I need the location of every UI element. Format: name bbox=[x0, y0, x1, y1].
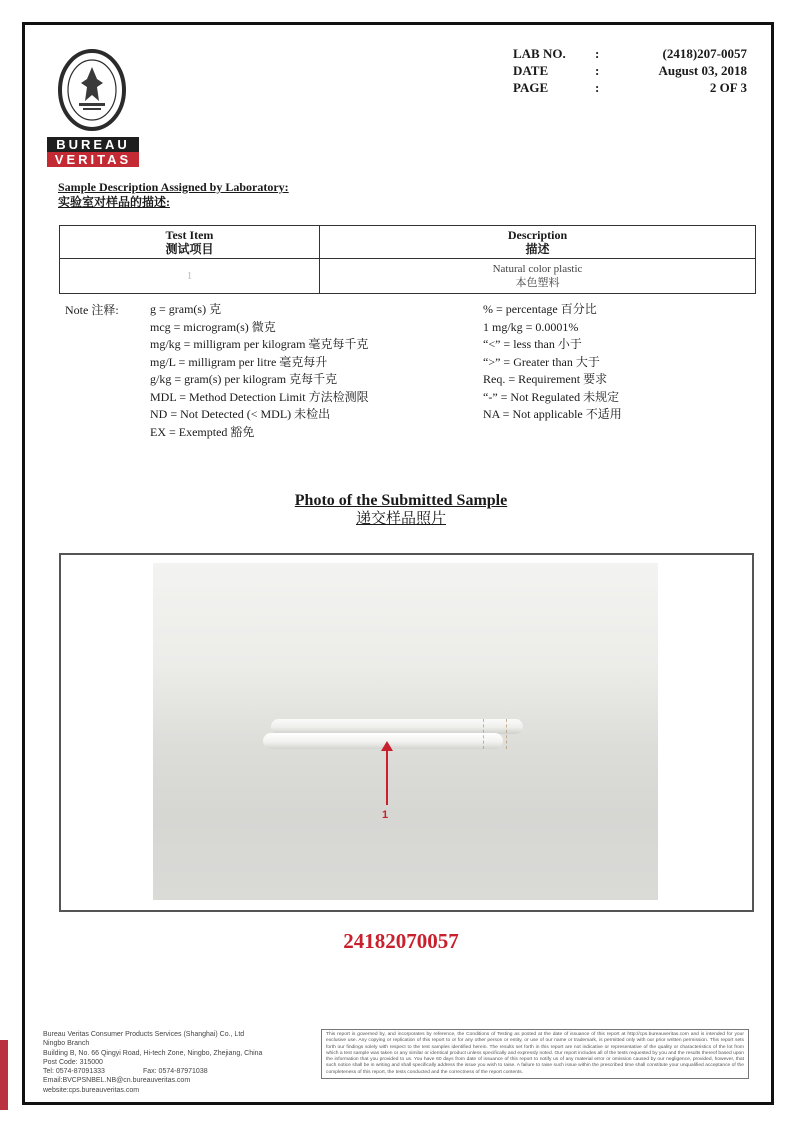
test-item-cell: 1 bbox=[60, 259, 320, 294]
col-test-item bbox=[60, 226, 320, 259]
note-item: ND = Not Detected (< MDL) 未检出 bbox=[150, 407, 331, 421]
colon: : bbox=[595, 80, 600, 95]
report-page bbox=[22, 22, 774, 1105]
rod-label-mark bbox=[483, 719, 507, 749]
note-item: “<” = less than 小于 bbox=[483, 337, 582, 351]
col-description bbox=[320, 226, 756, 259]
photo-heading-cn: 递交样品照片 bbox=[355, 511, 446, 527]
notes-left-column bbox=[150, 301, 490, 441]
sample-photo bbox=[153, 563, 658, 900]
photo-frame bbox=[59, 553, 754, 912]
col-test-item-en: Test Item bbox=[165, 228, 214, 242]
note-item: mg/L = milligram per litre 毫克每升 bbox=[150, 354, 328, 369]
date-label: DATE bbox=[513, 63, 549, 78]
date-value: August 03, 2018 bbox=[658, 63, 747, 78]
note-item: % = percentage 百分比 bbox=[483, 302, 597, 316]
footer-tel: Tel: 0574-87091333 bbox=[43, 1068, 105, 1076]
lab-no-row bbox=[513, 45, 747, 62]
report-header-meta bbox=[513, 45, 747, 96]
note-item: mcg = microgram(s) 微克 bbox=[150, 319, 276, 334]
footer-street: Building B, No. 66 Qingyi Road, Hi-tech Zone, Ningbo, Zhejiang, China bbox=[43, 1049, 263, 1057]
description-cn: 本色塑料 bbox=[515, 277, 560, 289]
report-number: 24182070057 bbox=[343, 929, 459, 953]
logo-word-veritas: VERITAS bbox=[47, 152, 139, 167]
note-item: 1 mg/kg = 0.0001% bbox=[483, 319, 579, 334]
lab-no-value: (2418)207-0057 bbox=[662, 46, 747, 61]
footer-branch: Ningbo Branch bbox=[43, 1040, 90, 1048]
colon: : bbox=[595, 46, 600, 61]
description-cell bbox=[320, 259, 756, 294]
page-value: 2 OF 3 bbox=[709, 80, 747, 95]
col-description-cn: 描述 bbox=[525, 242, 550, 256]
footer-address bbox=[43, 1030, 343, 1095]
col-test-item-cn: 测试项目 bbox=[165, 242, 214, 256]
page-row bbox=[513, 79, 747, 96]
note-item: NA = Not applicable 不适用 bbox=[483, 407, 622, 421]
colon: : bbox=[595, 63, 600, 78]
footer-fax: Fax: 0574-87971038 bbox=[143, 1068, 208, 1076]
note-item: Req. = Requirement 要求 bbox=[483, 372, 608, 386]
lab-no-label: LAB NO. bbox=[513, 46, 566, 61]
sample-description-heading bbox=[58, 180, 289, 210]
note-item: g = gram(s) 克 bbox=[150, 302, 222, 316]
page-edge-mark bbox=[0, 1040, 8, 1110]
footer-website: website:cps.bureauveritas.com bbox=[43, 1086, 140, 1094]
table-row bbox=[60, 259, 756, 294]
col-description-en: Description bbox=[507, 228, 568, 242]
notes-label: Note 注释: bbox=[65, 303, 119, 317]
note-item: “>” = Greater than 大于 bbox=[483, 354, 600, 369]
footer-disclaimer: This report is governed by, and incorporates by reference, the Conditions of Testing as posted at the date of issuance of this report at http://cps.bureauveritas.com and is intended for your exclusive use. Any copying or replication of this report to or for any other person or entity, or use of our name or trademark, is permitted only with our prior written permission. This report sets forth our findings solely with respect to the test samples identified herein. The results set forth in this report are not indicative or representative of the quality or characteristics of the lot from which a test sample was taken or any similar or identical product unless specifically and expressly noted. Our report includes all of the tests requested by you and the results thereof based upon the information that you provided to us. You have 60 days from date of issuance of this report to notify us of any material error or omission caused by our negligence, provided, however, that such notice shall be in writing and shall specifically address the issue you wish to raise. A failure to raise such issue within the prescribed time shall constitute your unqualified acceptance of the completeness of this report, the tests conducted and the correctness of the report contents. bbox=[321, 1029, 749, 1079]
page-label: PAGE bbox=[513, 80, 549, 95]
footer-postcode: Post Code: 315000 bbox=[43, 1058, 103, 1066]
heading-cn: 实验室对样品的描述: bbox=[58, 195, 170, 209]
note-item: g/kg = gram(s) per kilogram 克每千克 bbox=[150, 372, 338, 386]
sample-marker-number: 1 bbox=[382, 809, 389, 821]
note-item: EX = Exempted 豁免 bbox=[150, 424, 255, 439]
notes-right-column bbox=[483, 301, 743, 424]
note-item: MDL = Method Detection Limit 方法检测限 bbox=[150, 389, 369, 404]
heading-en: Sample Description Assigned by Laboratory: bbox=[58, 180, 289, 194]
sample-description-table bbox=[59, 225, 756, 294]
date-row bbox=[513, 62, 747, 79]
photo-heading bbox=[25, 491, 777, 529]
bureau-veritas-logo bbox=[47, 49, 137, 167]
logo-word-bureau: BUREAU bbox=[47, 137, 139, 152]
footer-email: Email:BVCPSNBEL.NB@cn.bureauveritas.com bbox=[43, 1077, 191, 1085]
footer-company: Bureau Veritas Consumer Products Services (Shanghai) Co., Ltd bbox=[43, 1031, 245, 1038]
note-item: mg/kg = milligram per kilogram 毫克每千克 bbox=[150, 337, 369, 351]
logo-seal-icon bbox=[57, 49, 127, 131]
photo-heading-en: Photo of the Submitted Sample bbox=[294, 492, 508, 509]
table-header-row bbox=[60, 226, 756, 259]
pointer-arrow-shaft bbox=[386, 749, 388, 805]
note-item: “-” = Not Regulated 未规定 bbox=[483, 389, 620, 404]
description-en: Natural color plastic bbox=[492, 263, 583, 275]
footer-phone-line bbox=[43, 1067, 343, 1076]
